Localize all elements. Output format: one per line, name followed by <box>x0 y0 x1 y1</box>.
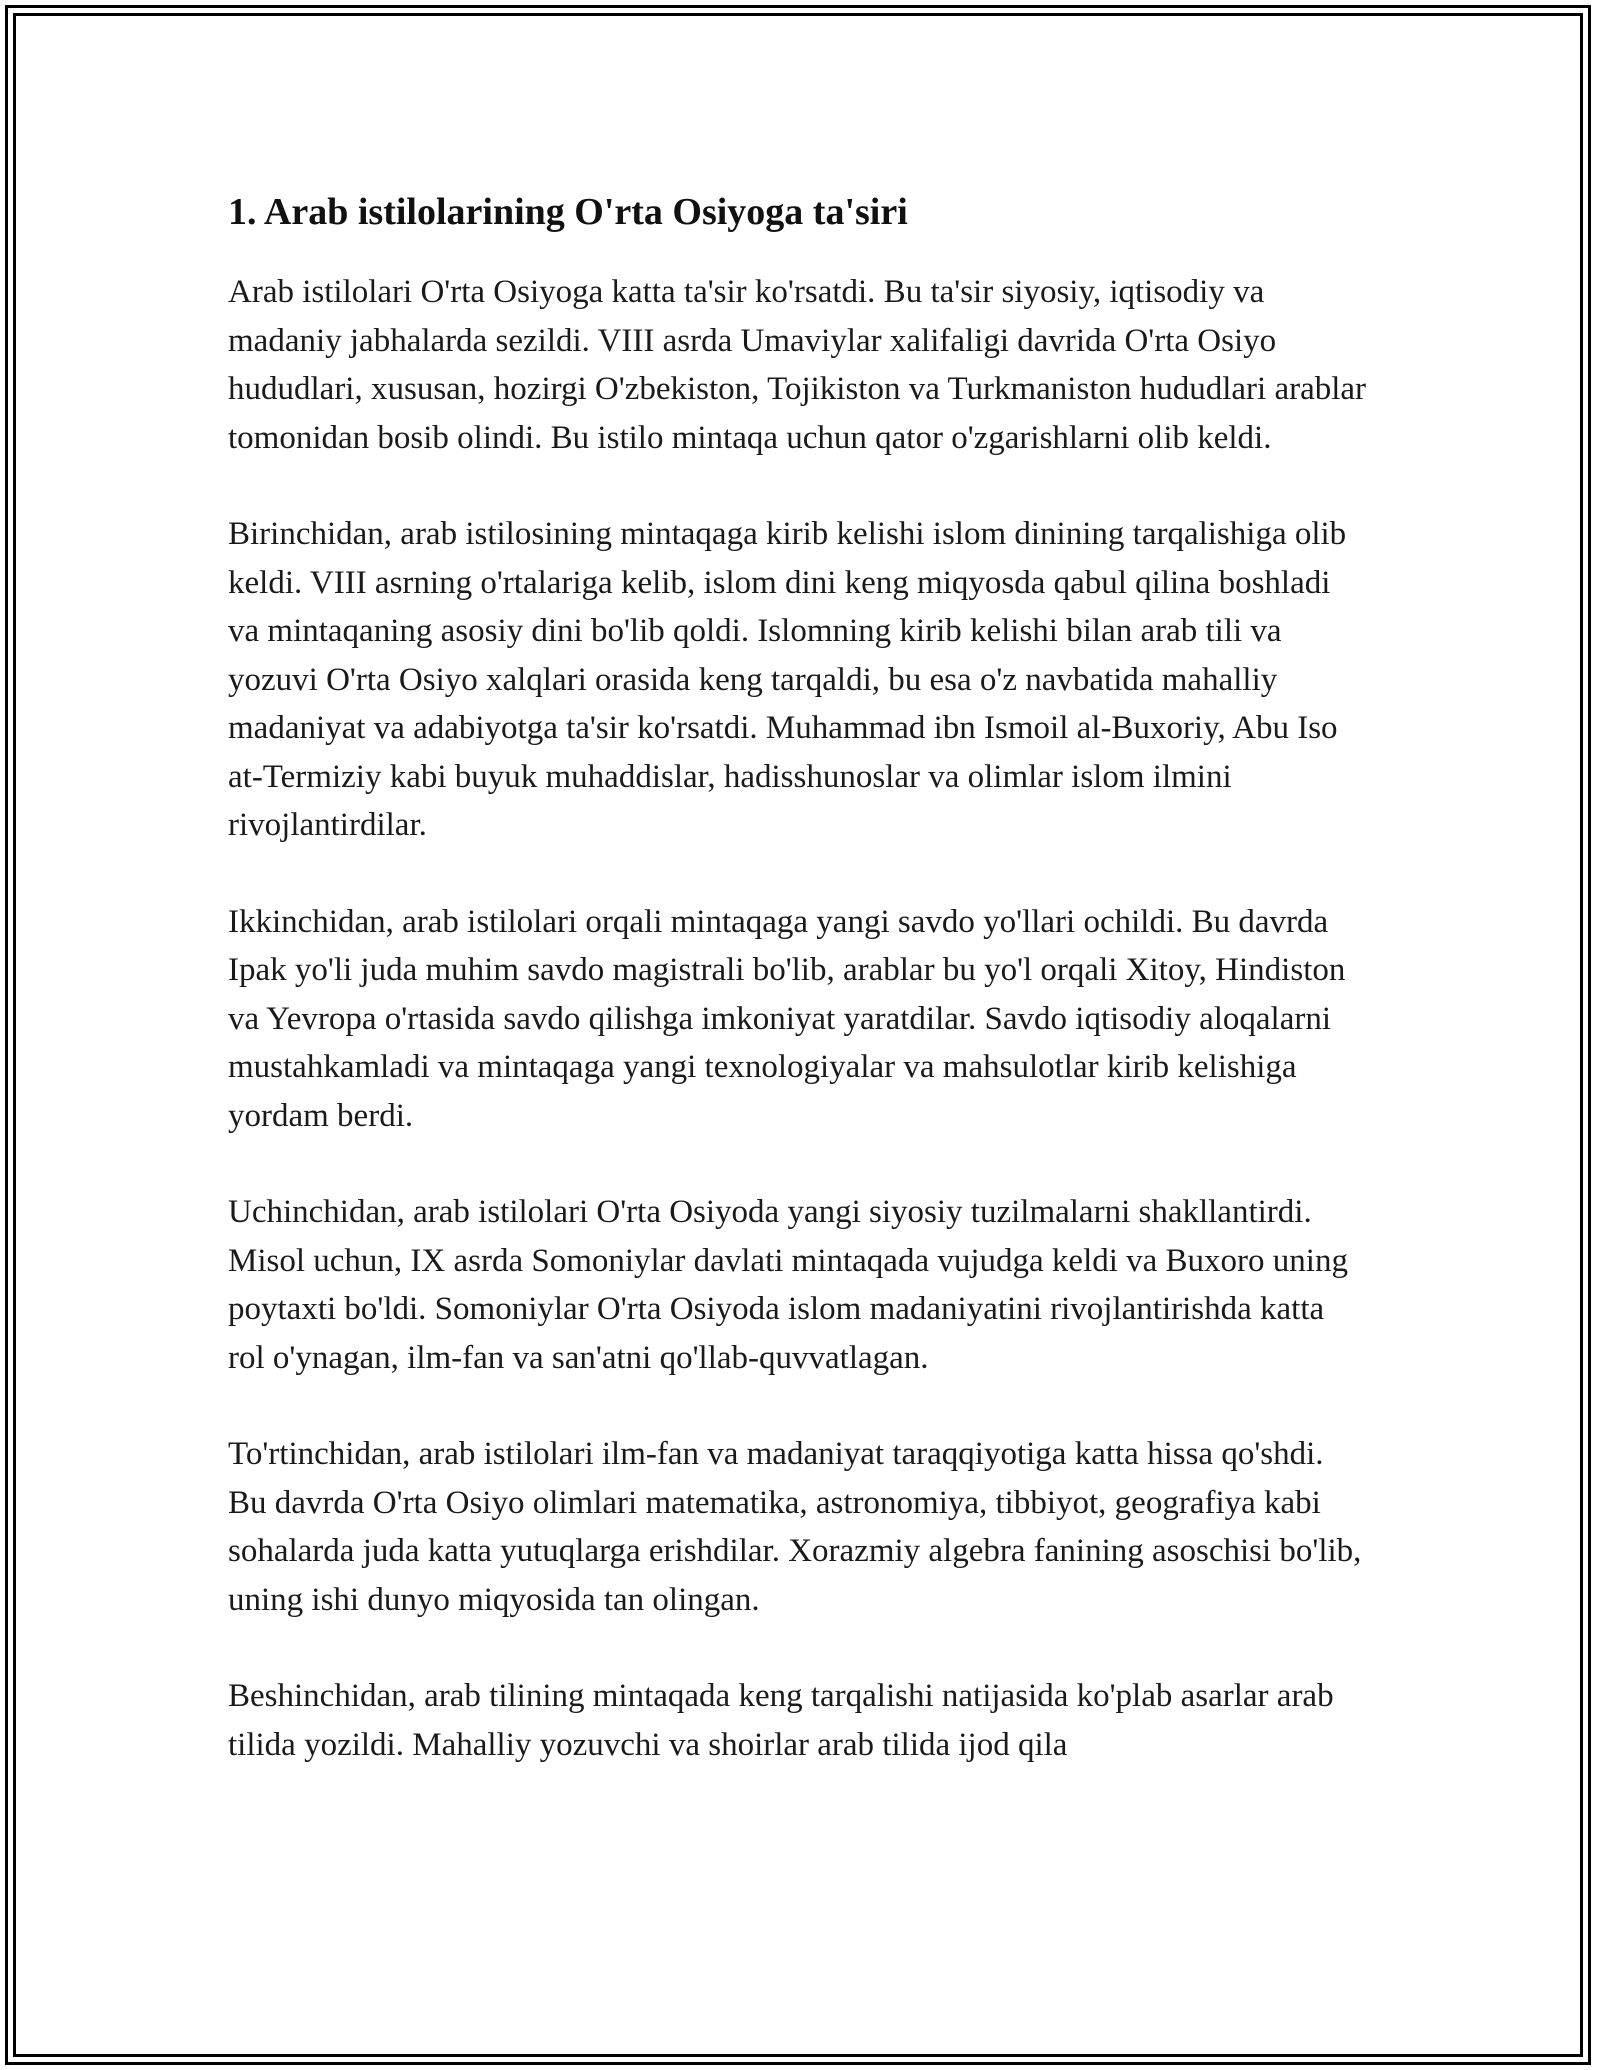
document-body <box>228 186 1368 1817</box>
section-heading: 1. Arab istilolarining O'rta Osiyoga ta'siri <box>228 191 908 233</box>
paragraph-second: Ikkinchidan, arab istilolari orqali mintaqaga yangi savdo yo'llari ochildi. Bu davrda Ipak yo'li juda muhim savdo magistrali bo'lib, arablar bu yo'l orqali Xitoy, Hindiston va Yevropa o'rtasida savdo qilishga imkoniyat yaratdilar. Savdo iqtisodiy aloqalarni mustahkamladi va mintaqaga yangi texnologiyalar va mahsulotlar kirib kelishiga yordam berdi. <box>228 903 1346 1134</box>
paragraph-fifth: Beshinchidan, arab tilining mintaqada keng tarqalishi natijasida ko'plab asarlar arab tilida yozildi. Mahalliy yozuvchi va shoirlar arab tilida ijod qila <box>228 1678 1334 1763</box>
paragraph-fourth: To'rtinchidan, arab istilolari ilm-fan va madaniyat taraqqiyotiga katta hissa qo'shdi. Bu davrda O'rta Osiyo olimlari matematika, astronomiya, tibbiyot, geografiya kabi sohalarda juda katta yutuqlarga erishdilar. Xorazmiy algebra fanining asoschisi bo'lib, uning ishi dunyo miqyosida tan olingan. <box>228 1436 1362 1618</box>
paragraph-third: Uchinchidan, arab istilolari O'rta Osiyoda yangi siyosiy tuzilmalarni shakllantirdi. Misol uchun, IX asrda Somoniylar davlati mintaqada vujudga keldi va Buxoro uning poytaxti bo'ldi. Somoniylar O'rta Osiyoda islom madaniyatini rivojlantirishda katta rol o'ynagan, ilm-fan va san'atni qo'llab-quvvatlagan. <box>228 1194 1348 1376</box>
paragraph-first: Birinchidan, arab istilosining mintaqaga kirib kelishi islom dinining tarqalishiga olib keldi. VIII asrning o'rtalariga kelib, islom dini keng miqyosda qabul qilina boshladi va mintaqaning asosiy dini bo'lib qoldi. Islomning kirib kelishi bilan arab tili va yozuvi O'rta Osiyo xalqlari orasida keng tarqaldi, bu esa o'z navbatida mahalliy madaniyat va adabiyotga ta'sir ko'rsatdi. Muhammad ibn Ismoil al-Buxoriy, Abu Iso at-Termiziy kabi buyuk muhaddislar, hadisshunoslar va olimlar islom ilmini rivojlantirdilar. <box>228 516 1347 843</box>
paragraph-intro: Arab istilolari O'rta Osiyoga katta ta'sir ko'rsatdi. Bu ta'sir siyosiy, iqtisodiy va madaniy jabhalarda sezildi. VIII asrda Umaviylar xalifaligi davrida O'rta Osiyo hududlari, xususan, hozirgi O'zbekiston, Tojikiston va Turkmaniston hududlari arablar tomonidan bosib olindi. Bu istilo mintaqa uchun qator o'zgarishlarni olib keldi. <box>228 274 1367 456</box>
